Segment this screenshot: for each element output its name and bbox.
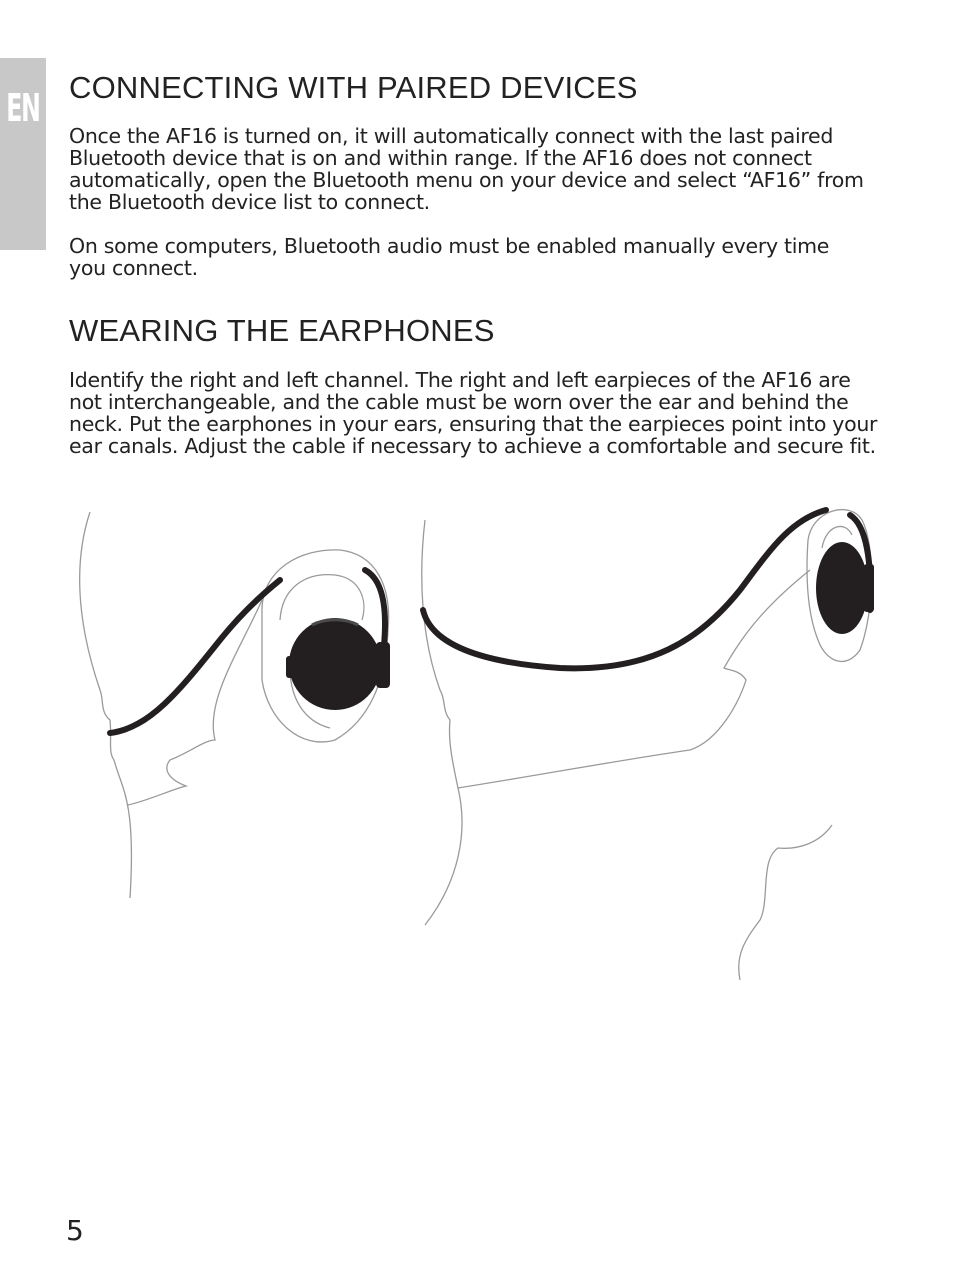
right-neck-outline	[425, 788, 462, 925]
left-earpiece	[289, 618, 381, 710]
language-label: EN	[6, 86, 40, 130]
right-jaw-outline	[458, 570, 810, 788]
left-neck-outline	[114, 760, 131, 898]
right-earpiece	[816, 542, 868, 634]
heading-wearing: WEARING THE EARPHONES	[69, 313, 495, 348]
paragraph-wearing: Identify the right and left channel. The right and left earpieces of the AF16 are not interchangeable, and the cable must be worn over the ear and behind the neck. Put the earphones in your ears, ensuring that the earpieces point into your ear canals. Adjust the cable if necessary to achieve a comfortable and secure fit.	[69, 368, 878, 458]
paragraph-connecting-1: Once the AF16 is turned on, it will automatically connect with the last paired Bluetooth device that is on and within range. If the AF16 does not connect automatically, open the Bluetooth menu on your device and select “AF16” from the Bluetooth device list to connect.	[69, 124, 864, 214]
left-head-outline	[80, 512, 114, 760]
right-head-outline	[422, 520, 458, 788]
left-ear-inner	[280, 575, 364, 620]
page-number: 5	[66, 1214, 84, 1247]
right-chin-outline	[739, 825, 832, 980]
neck-cable	[423, 510, 826, 668]
language-tab	[0, 58, 46, 250]
heading-connecting: CONNECTING WITH PAIRED DEVICES	[69, 70, 638, 105]
left-jaw-outline	[128, 600, 262, 805]
paragraph-connecting-2: On some computers, Bluetooth audio must be enabled manually every time you connect.	[69, 234, 830, 280]
left-cable	[110, 580, 280, 733]
earphones-wearing-illustration	[60, 495, 890, 990]
